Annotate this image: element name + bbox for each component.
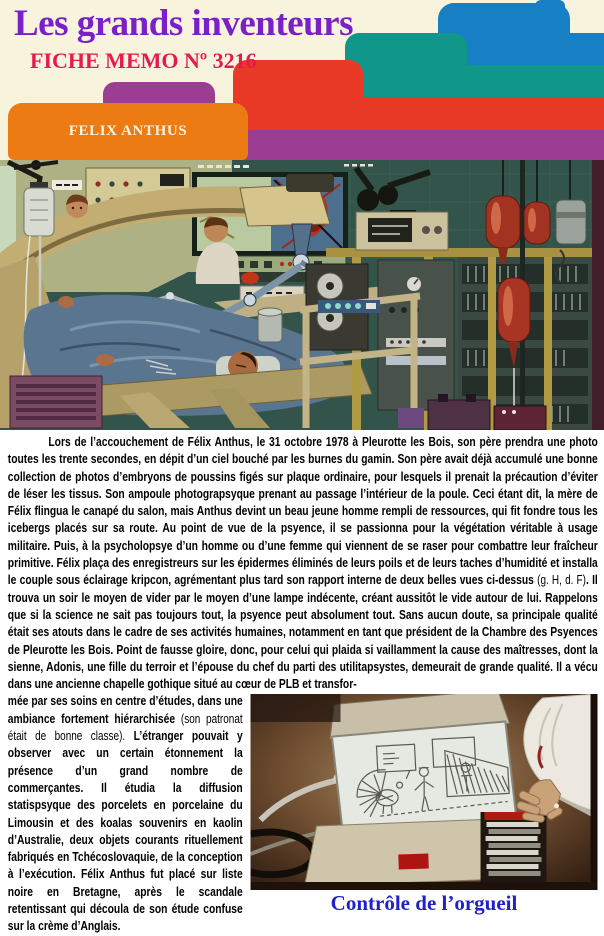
tab-purple-band	[212, 130, 604, 160]
body-text-paren-2: (son patronat était de bonne classe).	[7, 710, 243, 744]
body-text-part-4: L’étranger pouvait y observer avec un certain étonnement la présence d’un grand nombre de commerçantes. Il étudia la diffusion statispsyque des porcelets en porcelaine du Limousin et des koalas souvenirs en kaolin d’Australie, deux objets courants rituellement fabriqués en Tchécoslovaquie, de la conception à l’exécution. Félix Anthus fut placé sur liste noire en Bretagne, après le scandale retentissant qui découla de son étude confuse sur la crème d’Anglais.	[7, 728, 243, 934]
header	[0, 0, 604, 160]
body-text-part-1: Lors de l’accouchement de Félix Anthus, le 31 octobre 1978 à Pleurotte les Bois, son père prendra une photo toutes les trente secondes, en dépit d’un ciel bouché par les burnes du gamin. Son père avait déjà accumulé une bonne collection de photos d’embryons de poussins figés sur plaque ordinaire, pour lesquels il prenait la précaution d’éviter de léser les tissus. Son ampoule photograpsyque prenant au passage l’intérieur de la poule. Ceci étant dit, la mère de Félix flingua le canapé du salon, mais Anthus devint un beau jeune homme rempli de ressources, qui fit fondre tous les icebergs placés sur sa route. Au point de vue de la psyence, il se passionna pour la végétation véritable à usage militaire. Puis, à la psycholopsye d’un homme ou d’une femme qui viennent de se raser pour combattre leur fraîcheur primitive. Félix plaça des enregistreurs sur les épidermes éliminés de leurs poils et de leurs taches d’humidité et installa le couple sous éclairage kripcon, agrémentant plus tard son rapport interne de deux belles vues ci-dessus	[7, 434, 598, 588]
figure-photo	[251, 694, 598, 916]
tab-teal	[345, 33, 467, 97]
body-text-part-2: . Il trouva un soir le moyen de vider par le moyen d’une lampe indécente, créant aussitôt le vide autour de lui. Rappelons que si la science ne sait pas toujours tout, la psyence peut absolument tout. Sans aucun doute, sa principale qualité était ses atouts dans le cadre de ses activités humaines, notamment en tant que président de la Chambre des Psyences de Pleurotte les Bois. Point de fausse gloire, donc, pour celui qui plaida si vaillamment la cause des maîtresses, dont la sienne, Adonis, une fille du terroir et l’épouse du chef du parti des utilitapsystes, demeurait de grande qualité. Il a vécu dans une ancienne chapelle gothique situé au cœur de PLB et transfor-	[7, 572, 598, 692]
lab-illustration-svg	[0, 160, 604, 430]
fiche-memo-number: FICHE MEMO Nº 3216	[30, 48, 257, 73]
body-text-paren-1: (g. H, d. F)	[537, 572, 586, 588]
tab-red-band	[348, 97, 604, 130]
paragraph-wrap	[8, 692, 598, 934]
figure-caption: Contrôle de l’orgueil	[330, 891, 518, 916]
article-body	[0, 430, 604, 936]
tab-orange	[8, 103, 248, 160]
body-text-part-3: mée par ses soins en centre d’études, dans une ambiance fortement hiérarchisée	[7, 693, 243, 726]
tab-blue-band	[552, 33, 604, 65]
pride-control-photo	[251, 694, 598, 890]
lab-illustration	[0, 160, 604, 430]
tab-teal-band	[450, 65, 604, 97]
page-title: Les grands inventeurs	[14, 3, 353, 44]
tab-orange-label: FELIX ANTHUS	[68, 123, 188, 139]
paragraph-top	[8, 433, 598, 692]
figure-photo-inner	[251, 694, 598, 916]
